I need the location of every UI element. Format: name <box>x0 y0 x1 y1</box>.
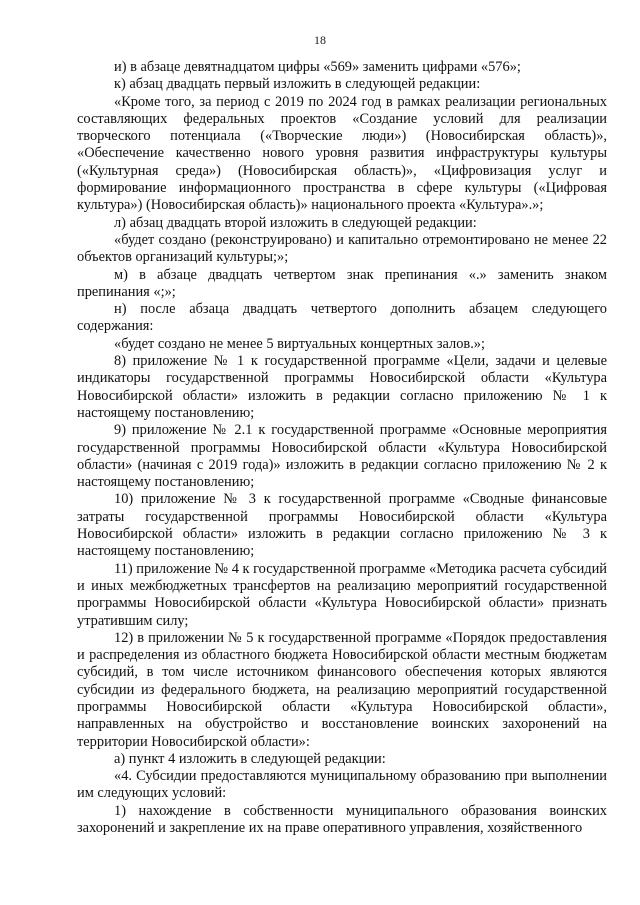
paragraph-item-10: 10) приложение № 3 к государственной программе «Сводные финансовые затраты государственной программы Новосибирской области «Культура Новосибирской области» изложить в редакции согласно приложению № 3 к настоящему постановлению; <box>77 491 607 560</box>
document-body <box>77 59 607 837</box>
paragraph-l: л) абзац двадцать второй изложить в следующей редакции: <box>114 214 477 231</box>
paragraph-item-12-a: а) пункт 4 изложить в следующей редакции: <box>114 750 386 767</box>
paragraph-l-quote: «будет создано (реконструировано) и капитально отремонтировано не менее 22 объектов организаций культуры;»; <box>77 231 607 266</box>
paragraph-clause-4: «4. Субсидии предоставляются муниципальному образованию при выполнении им следующих условий: <box>77 768 607 802</box>
paragraph-n-quote: «будет создано не менее 5 виртуальных концертных залов.»; <box>114 335 485 352</box>
paragraph-item-11: 11) приложение № 4 к государственной программе «Методика расчета субсидий и иных межбюджетных трансфертов на реализацию мероприятий государственной программы Новосибирской области «Культура Новосибирской области» признать утратившим силу; <box>77 560 607 629</box>
paragraph-m: м) в абзаце двадцать четвертом знак препинания «.» заменить знаком препинания «;»; <box>77 266 607 300</box>
paragraph-item-9: 9) приложение № 2.1 к государственной программе «Основные мероприятия государственной программы Новосибирской области «Культура Новосибирской области» (начиная с 2019 года)» изложить в редакции согласно приложению № 2 к настоящему постановлению; <box>77 422 607 491</box>
page-number: 18 <box>314 33 326 47</box>
paragraph-clause-4-1: 1) нахождение в собственности муниципального образования воинских захоронений и закрепление их на праве оперативного управления, хозяйственного <box>77 802 607 837</box>
paragraph-k-quote: «Кроме того, за период с 2019 по 2024 год в рамках реализации региональных составляющих федеральных проектов «Создание условий для реализации творческого потенциала («Творческие люди») (Новосибирская область)», «Обеспечение качественно нового уровня развития инфраструктуры культуры («Культурная среда») (Новосибирская область)», «Цифровизация услуг и формирование информационного пространства в сфере культуры («Цифровая культура») (Новосибирская область)» национального проекта «Культура».»; <box>77 93 607 214</box>
paragraph-i: и) в абзаце девятнадцатом цифры «569» заменить цифрами «576»; <box>114 59 521 75</box>
paragraph-n: н) после абзаца двадцать четвертого дополнить абзацем следующего содержания: <box>77 301 607 335</box>
paragraph-k: к) абзац двадцать первый изложить в следующей редакции: <box>114 76 481 93</box>
paragraph-item-12: 12) в приложении № 5 к государственной программе «Порядок предоставления и распределения из областного бюджета Новосибирской области местным бюджетам субсидий, в том числе источником финансового обеспечения которых являются субсидии из федерального бюджета, на реализацию мероприятий государственной программы Новосибирской области «Культура Новосибирской области», направленных на обустройство и восстановление воинских захоронений на территории Новосибирской области»: <box>77 629 607 750</box>
paragraph-item-8: 8) приложение № 1 к государственной программе «Цели, задачи и целевые индикаторы государственной программы Новосибирской области «Культура Новосибирской области» изложить в редакции согласно приложению № 1 к настоящему постановлению; <box>77 353 607 421</box>
